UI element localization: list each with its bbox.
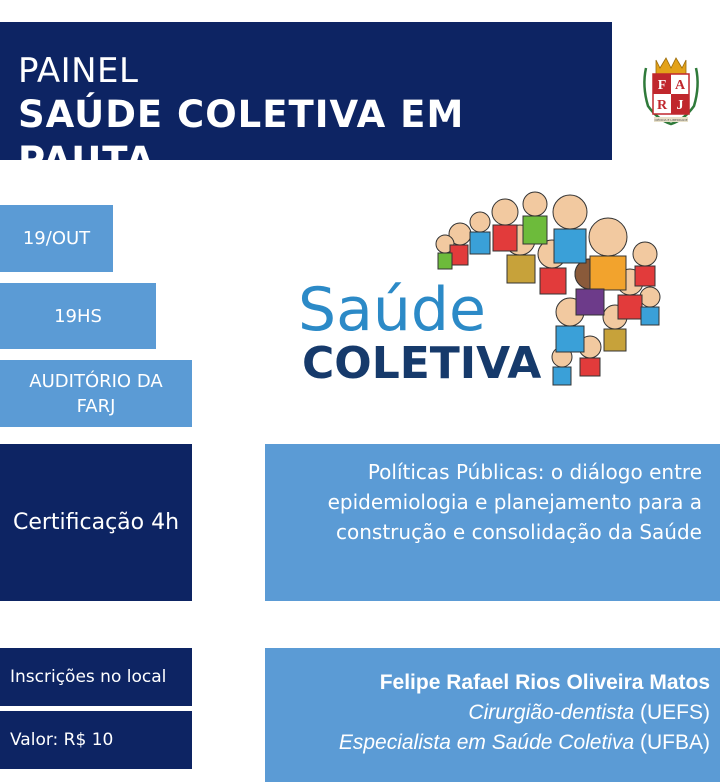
logo-motto: CIÊNCIA E LIBERDADE [654, 118, 688, 122]
registration-info: Inscrições no local [0, 648, 192, 706]
event-venue: AUDITÓRIO DA FARJ [0, 360, 192, 427]
logo-letter-f: F [657, 78, 667, 93]
illustration-word-coletiva: COLETIVA [302, 338, 542, 389]
header-title: SAÚDE COLETIVA EM PAUTA [18, 93, 465, 182]
event-date: 19/OUT [0, 205, 113, 272]
speaker-role-1: Cirurgião-dentista [468, 701, 635, 724]
illustration-word-saude: Saúde [298, 275, 486, 345]
speaker-credential-2 [275, 728, 710, 758]
logo-letter-r: R [656, 98, 668, 113]
header-banner [0, 22, 612, 182]
header-line1: PAINEL [18, 51, 139, 91]
speaker-role-2: Especialista em Saúde Coletiva [338, 731, 635, 754]
speaker-credential-1 [275, 698, 710, 728]
speaker-institution-2: (UFBA) [640, 731, 710, 754]
speaker-name: Felipe Rafael Rios Oliveira Matos [379, 671, 710, 694]
topic-description: Políticas Públicas: o diálogo entre epidemiologia e planejamento para a construção e consolidação da Saúde [265, 444, 720, 601]
speaker-institution-1: (UEFS) [640, 701, 710, 724]
certification-badge: Certificação 4h [0, 444, 192, 601]
price-info: Valor: R$ 10 [0, 711, 192, 769]
speaker-panel [265, 648, 720, 782]
event-time: 19HS [0, 283, 156, 349]
saude-coletiva-illustration [290, 182, 680, 400]
logo-letter-a: A [674, 78, 686, 93]
logo-letter-j: J [676, 98, 684, 113]
farj-logo [640, 56, 702, 126]
